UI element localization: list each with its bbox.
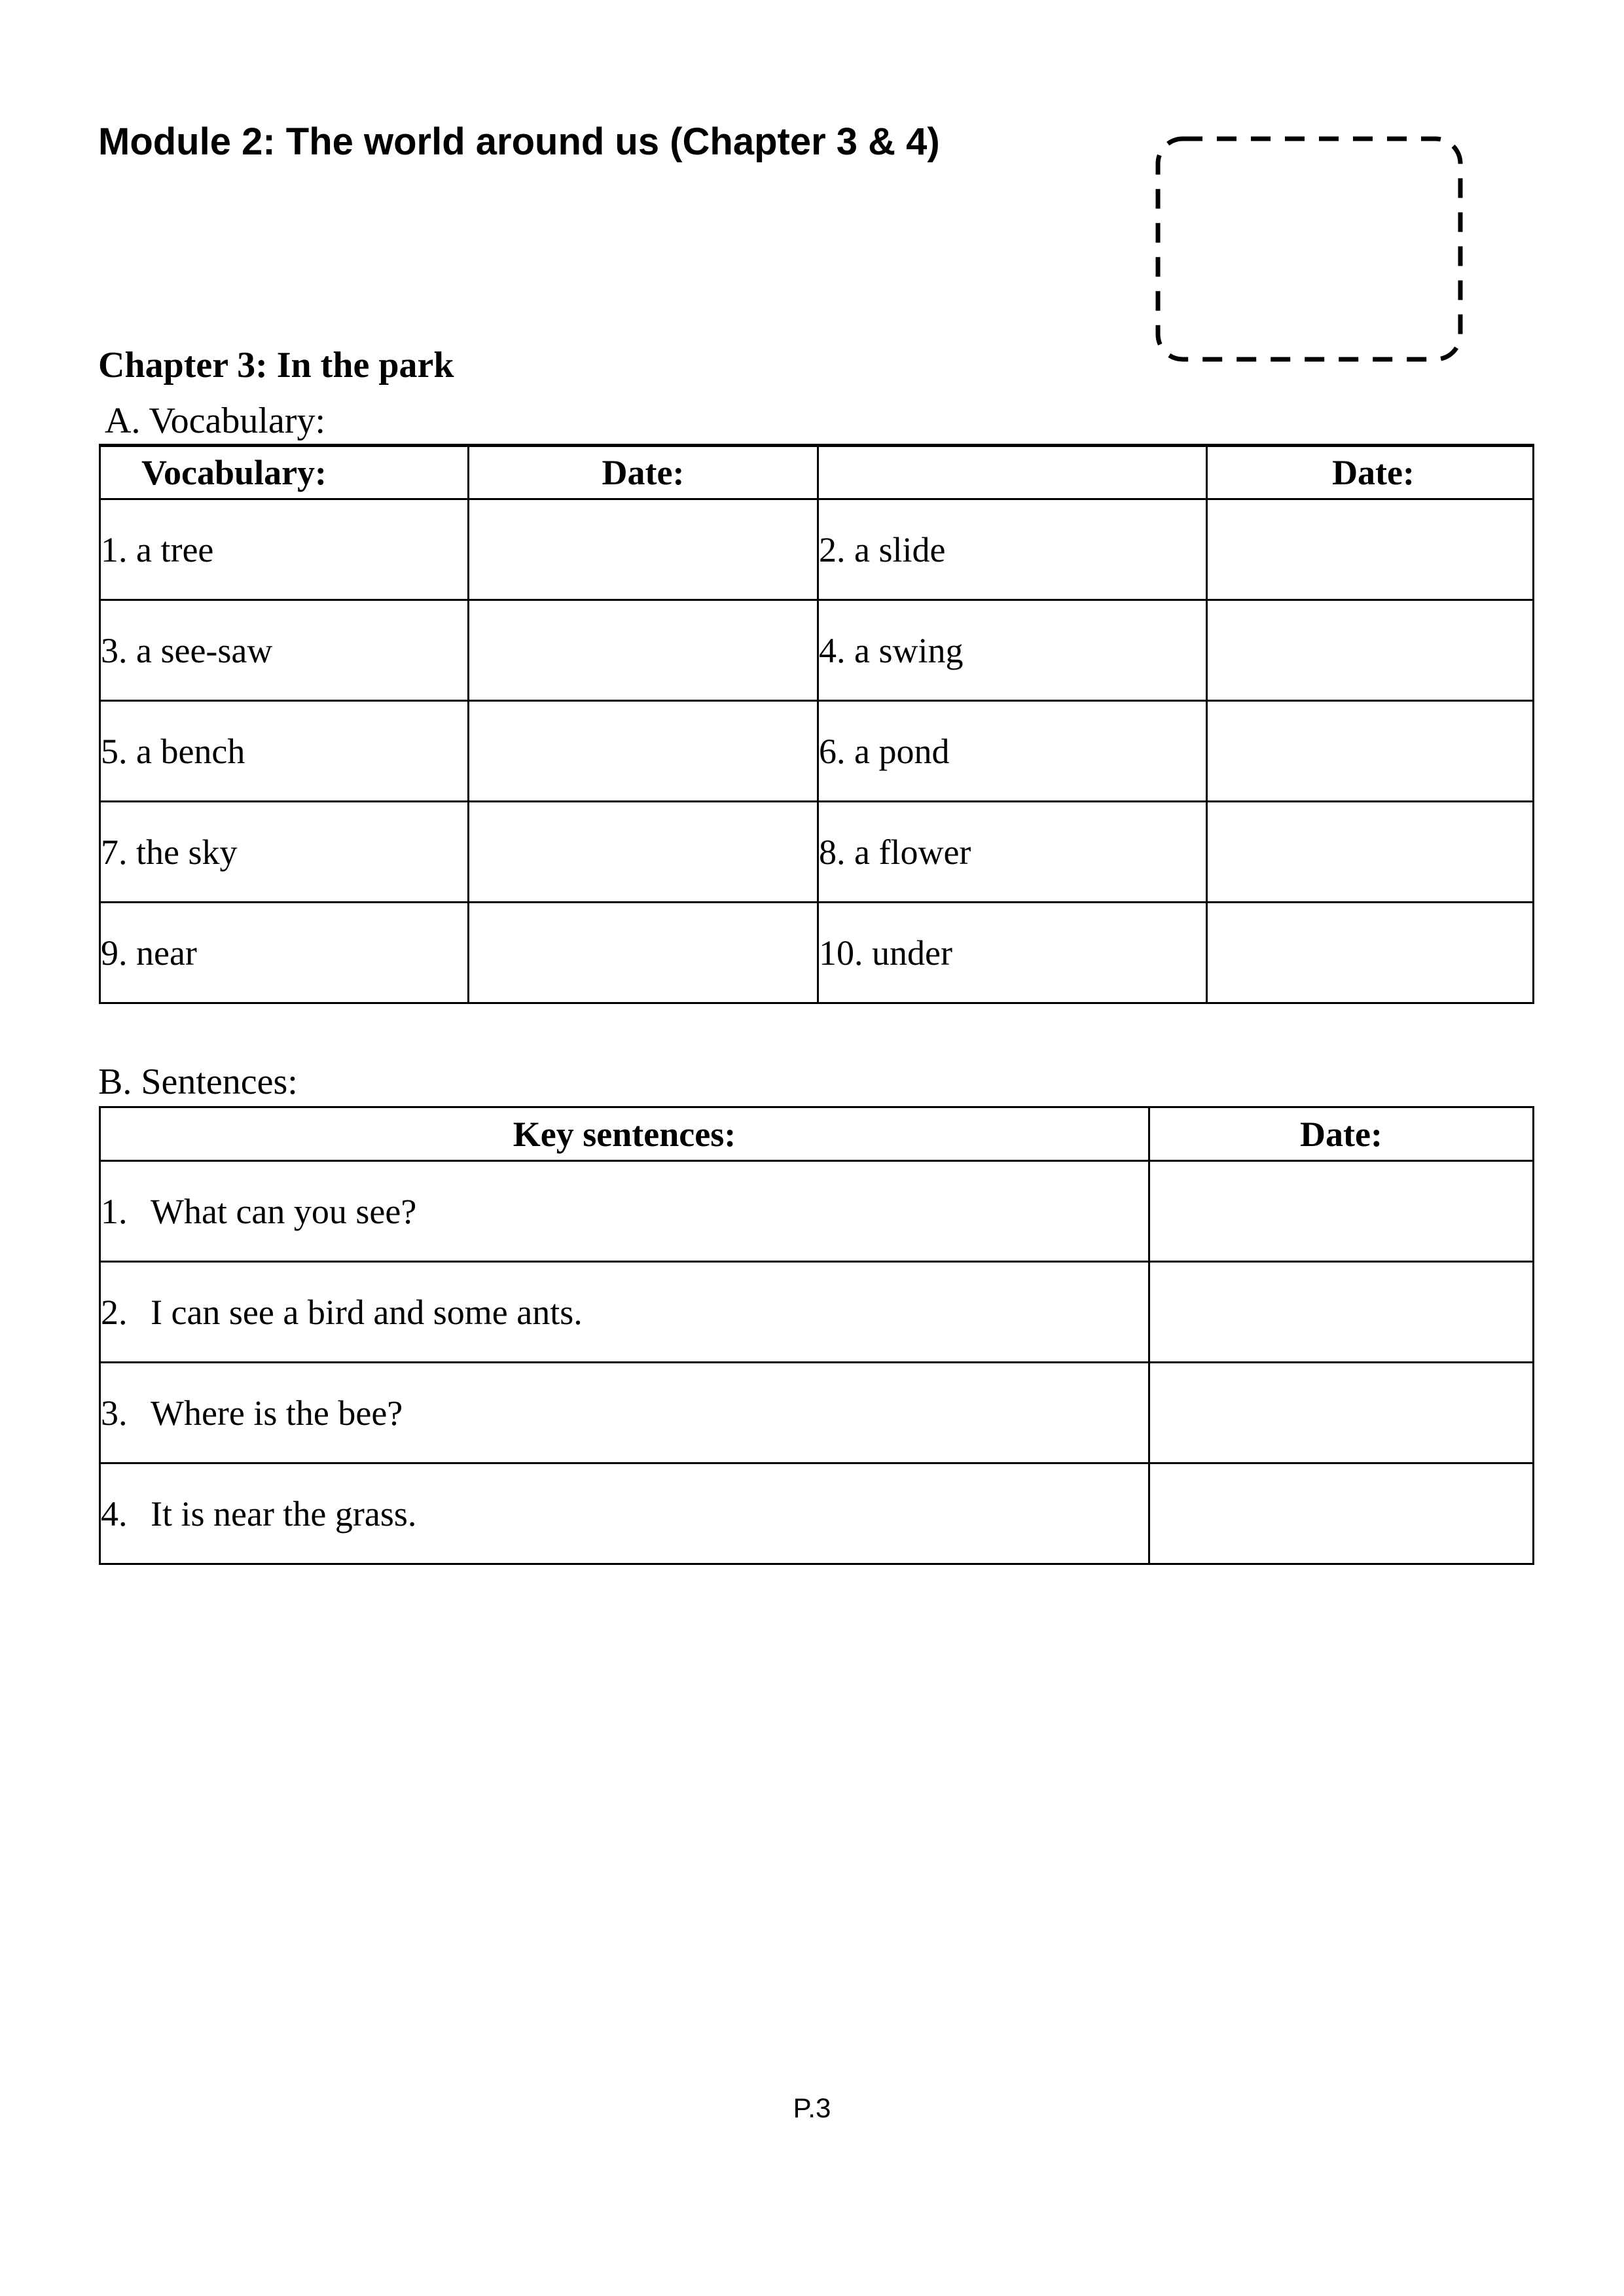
vocab-word: 5. a bench (100, 701, 469, 802)
date-cell[interactable] (1149, 1363, 1534, 1463)
sentence-cell (100, 1363, 1149, 1463)
table-row (100, 499, 1534, 600)
date-cell[interactable] (1149, 1161, 1534, 1262)
section-a-heading (105, 403, 325, 439)
table-row (100, 1161, 1534, 1262)
sentence-text: I can see a bird and some ants. (151, 1292, 583, 1332)
vocab-word: 7. the sky (100, 802, 469, 903)
sentence-number: 4. (101, 1494, 128, 1534)
sentence-number: 2. (101, 1292, 128, 1332)
module-title: Module 2: The world around us (Chapter 3 & 4) (98, 120, 940, 163)
page-number: P.3 (793, 2092, 831, 2123)
date-cell[interactable] (1207, 903, 1534, 1003)
date-cell[interactable] (1207, 802, 1534, 903)
table-row (100, 1463, 1534, 1564)
key-sentences-header: Key sentences: (100, 1107, 1149, 1161)
vocab-word: 2. a slide (818, 499, 1207, 600)
date-cell[interactable] (1207, 701, 1534, 802)
table-row (100, 802, 1534, 903)
stamp-box (1155, 136, 1463, 362)
table-row (100, 903, 1534, 1003)
vocab-word: 1. a tree (100, 499, 469, 600)
section-a-label: Vocabulary: (149, 401, 326, 441)
sentence-text: It is near the grass. (151, 1494, 417, 1534)
date-header: Date: (1149, 1107, 1534, 1161)
vocab-word: 8. a flower (818, 802, 1207, 903)
date-cell[interactable] (469, 701, 818, 802)
vocabulary-header: Vocabulary: (100, 446, 469, 499)
table-row (100, 1262, 1534, 1363)
date-cell[interactable] (1149, 1463, 1534, 1564)
vocab-word: 6. a pond (818, 701, 1207, 802)
table-row (100, 600, 1534, 701)
vocab-word: 9. near (100, 903, 469, 1003)
date-cell[interactable] (1207, 600, 1534, 701)
section-b-letter: B. (98, 1062, 132, 1102)
vocab-word: 3. a see-saw (100, 600, 469, 701)
sentence-cell (100, 1161, 1149, 1262)
chapter-title: Chapter 3: In the park (98, 345, 454, 386)
table-row (100, 1363, 1534, 1463)
date-cell[interactable] (469, 600, 818, 701)
sentence-cell (100, 1463, 1149, 1564)
vocabulary-table (99, 444, 1534, 1004)
date-cell[interactable] (469, 802, 818, 903)
key-sentences-header-row (100, 1107, 1534, 1161)
sentence-number: 1. (101, 1191, 128, 1231)
key-sentences-table (99, 1106, 1534, 1565)
section-a-letter: A. (105, 401, 141, 441)
section-b-label: Sentences: (141, 1062, 298, 1102)
vocab-word: 10. under (818, 903, 1207, 1003)
table-row (100, 701, 1534, 802)
section-b-heading (98, 1064, 298, 1100)
date-header-right: Date: (1207, 446, 1534, 499)
vocabulary-header-row (100, 446, 1534, 499)
sentence-text: What can you see? (151, 1191, 417, 1231)
sentence-text: Where is the bee? (151, 1393, 403, 1433)
date-cell[interactable] (469, 499, 818, 600)
sentence-number: 3. (101, 1393, 128, 1433)
date-cell[interactable] (1149, 1262, 1534, 1363)
vocab-word: 4. a swing (818, 600, 1207, 701)
blank-header (818, 446, 1207, 499)
date-header-left: Date: (469, 446, 818, 499)
date-cell[interactable] (1207, 499, 1534, 600)
sentence-cell (100, 1262, 1149, 1363)
date-cell[interactable] (469, 903, 818, 1003)
